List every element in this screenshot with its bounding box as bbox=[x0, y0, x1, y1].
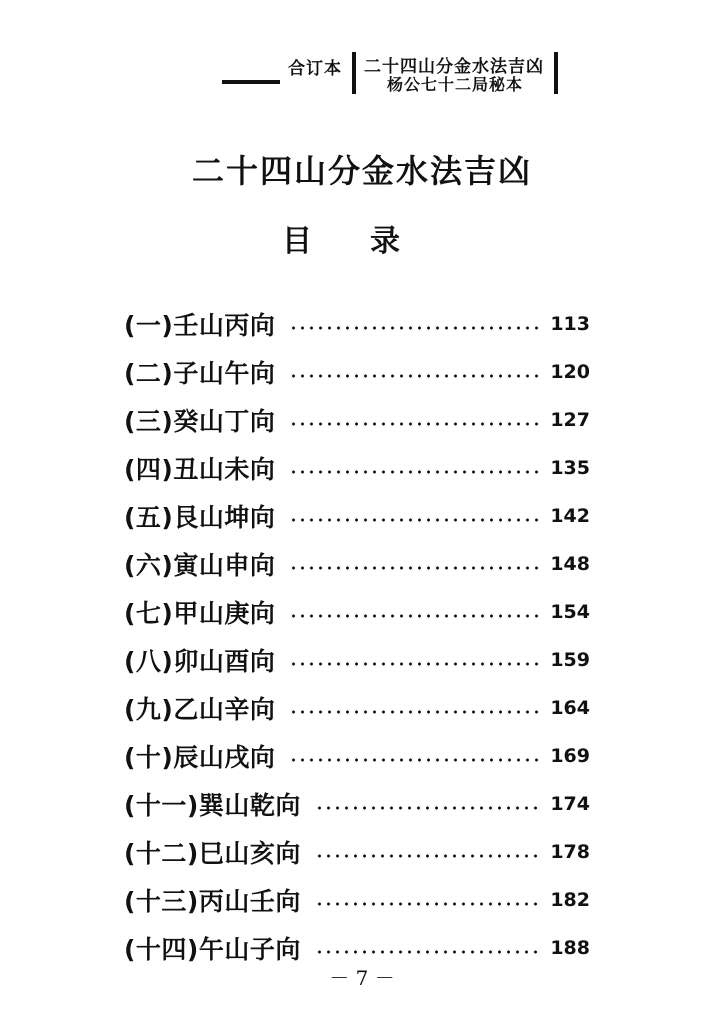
toc-entry-page: 174 bbox=[550, 793, 590, 815]
toc-entry[interactable] bbox=[124, 636, 590, 684]
toc-entry[interactable] bbox=[124, 300, 590, 348]
toc-entry-label: (一)壬山丙向 bbox=[124, 311, 276, 340]
toc-entry-label: (七)甲山庚向 bbox=[124, 599, 276, 628]
toc-leader-dots bbox=[315, 950, 540, 954]
toc-entry-page: 120 bbox=[550, 361, 590, 383]
toc-entry-page: 127 bbox=[550, 409, 590, 431]
toc-entry-page: 142 bbox=[550, 505, 590, 527]
toc-entry[interactable] bbox=[124, 492, 590, 540]
toc-heading-char-1: 目 bbox=[282, 224, 312, 259]
toc-list bbox=[124, 300, 590, 972]
toc-entry-label: (八)卯山酉向 bbox=[124, 647, 276, 676]
toc-entry-label: (九)乙山辛向 bbox=[124, 695, 276, 724]
header-book-title: 二十四山分金水法吉凶 bbox=[364, 57, 544, 77]
toc-leader-dots bbox=[289, 710, 540, 714]
toc-entry-label: (四)丑山未向 bbox=[124, 455, 276, 484]
toc-entry[interactable] bbox=[124, 588, 590, 636]
toc-entry-page: 169 bbox=[550, 745, 590, 767]
toc-leader-dots bbox=[289, 614, 540, 618]
toc-entry[interactable] bbox=[124, 396, 590, 444]
toc-entry-page: 154 bbox=[550, 601, 590, 623]
toc-entry-page: 188 bbox=[550, 937, 590, 959]
toc-leader-dots bbox=[289, 326, 540, 330]
toc-entry-page: 113 bbox=[550, 313, 590, 335]
toc-leader-dots bbox=[315, 902, 540, 906]
header-bar-right bbox=[554, 52, 558, 94]
page-title: 二十四山分金水法吉凶 bbox=[191, 152, 532, 190]
header-bar-left bbox=[352, 52, 356, 94]
header-rule bbox=[222, 80, 280, 84]
toc-leader-dots bbox=[289, 758, 540, 762]
toc-entry[interactable] bbox=[124, 684, 590, 732]
running-header bbox=[222, 52, 562, 98]
toc-entry-page: 164 bbox=[550, 697, 590, 719]
toc-entry-label: (六)寅山申向 bbox=[124, 551, 276, 580]
toc-leader-dots bbox=[315, 806, 540, 810]
toc-entry-page: 182 bbox=[550, 889, 590, 911]
toc-leader-dots bbox=[289, 422, 540, 426]
toc-heading-char-2: 录 bbox=[370, 224, 400, 259]
toc-leader-dots bbox=[289, 662, 540, 666]
toc-entry-label: (十二)巳山亥向 bbox=[124, 839, 301, 868]
toc-entry[interactable] bbox=[124, 780, 590, 828]
toc-heading bbox=[282, 216, 400, 260]
toc-entry[interactable] bbox=[124, 444, 590, 492]
toc-entry-page: 178 bbox=[550, 841, 590, 863]
toc-leader-dots bbox=[289, 566, 540, 570]
toc-entry-page: 159 bbox=[550, 649, 590, 671]
toc-entry[interactable] bbox=[124, 540, 590, 588]
toc-leader-dots bbox=[289, 374, 540, 378]
toc-entry-label: (十四)午山子向 bbox=[124, 935, 301, 964]
toc-entry-page: 135 bbox=[550, 457, 590, 479]
toc-entry-label: (十三)丙山壬向 bbox=[124, 887, 301, 916]
header-prefix: 合订本 bbox=[288, 59, 342, 79]
toc-entry[interactable] bbox=[124, 732, 590, 780]
toc-entry[interactable] bbox=[124, 348, 590, 396]
toc-entry-label: (十一)巽山乾向 bbox=[124, 791, 301, 820]
toc-entry-label: (十)辰山戌向 bbox=[124, 743, 276, 772]
toc-entry-label: (五)艮山坤向 bbox=[124, 503, 276, 532]
toc-leader-dots bbox=[289, 518, 540, 522]
toc-entry[interactable] bbox=[124, 828, 590, 876]
toc-leader-dots bbox=[315, 854, 540, 858]
toc-entry-page: 148 bbox=[550, 553, 590, 575]
header-book-subtitle: 杨公七十二局秘本 bbox=[387, 75, 524, 94]
toc-entry-label: (二)子山午向 bbox=[124, 359, 276, 388]
toc-entry[interactable] bbox=[124, 876, 590, 924]
toc-entry-label: (三)癸山丁向 bbox=[124, 407, 276, 436]
page-number: － 7 － bbox=[329, 966, 395, 990]
toc-leader-dots bbox=[289, 470, 540, 474]
